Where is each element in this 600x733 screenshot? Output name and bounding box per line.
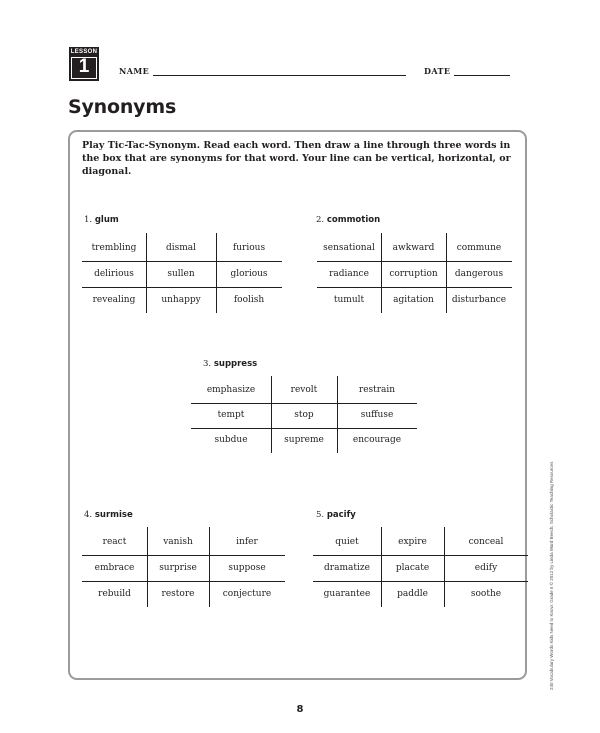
- grid-horizontal-line: [82, 261, 282, 262]
- grid-word[interactable]: tumult: [333, 294, 365, 305]
- grid-word[interactable]: paddle: [397, 588, 428, 599]
- tic-tac-grid: [313, 529, 528, 607]
- puzzle-number: 4.: [84, 510, 93, 520]
- grid-word[interactable]: radiance: [329, 268, 369, 279]
- grid-word[interactable]: commune: [456, 242, 502, 253]
- puzzle-label: [84, 215, 119, 225]
- grid-word[interactable]: trembling: [91, 242, 137, 253]
- copyright-credit: 240 Vocabulary Words Kids Need to Know: Grade 6 © 2012 by Linda Ward Beech, Scholastic Teaching Resources: [549, 461, 554, 690]
- grid-word[interactable]: infer: [236, 536, 258, 547]
- grid-word[interactable]: edify: [474, 562, 498, 573]
- grid-word[interactable]: suppose: [228, 562, 266, 573]
- grid-horizontal-line: [82, 555, 285, 556]
- tic-tac-grid: [191, 378, 417, 453]
- grid-word[interactable]: delirious: [94, 268, 134, 279]
- puzzle-word: commotion: [326, 215, 381, 225]
- puzzle-number: 2.: [316, 215, 325, 225]
- grid-horizontal-line: [191, 428, 417, 429]
- puzzle-word: pacify: [326, 510, 356, 520]
- tic-tac-grid: [82, 235, 282, 313]
- grid-word[interactable]: guarantee: [323, 588, 371, 599]
- grid-word[interactable]: sensational: [323, 242, 375, 253]
- grid-word[interactable]: placate: [395, 562, 430, 573]
- grid-word[interactable]: conceal: [468, 536, 504, 547]
- grid-word[interactable]: conjecture: [222, 588, 272, 599]
- grid-horizontal-line: [82, 581, 285, 582]
- grid-word[interactable]: quiet: [335, 536, 359, 547]
- name-blank-line: [153, 67, 406, 76]
- grid-word[interactable]: surprise: [159, 562, 197, 573]
- puzzle-word: suppress: [213, 359, 258, 369]
- lesson-label: LESSON: [70, 49, 98, 55]
- grid-horizontal-line: [191, 403, 417, 404]
- grid-word[interactable]: restore: [161, 588, 195, 599]
- puzzle-label: [316, 215, 380, 225]
- lesson-badge: [69, 47, 99, 81]
- grid-word[interactable]: encourage: [352, 435, 402, 445]
- grid-word[interactable]: furious: [232, 242, 266, 253]
- name-label: NAME: [119, 66, 150, 76]
- grid-horizontal-line: [317, 287, 512, 288]
- grid-word[interactable]: corruption: [389, 268, 438, 279]
- grid-word[interactable]: dramatize: [324, 562, 370, 573]
- puzzle-word: glum: [94, 215, 119, 225]
- grid-word[interactable]: vanish: [163, 536, 193, 547]
- grid-word[interactable]: suffuse: [360, 410, 394, 420]
- grid-word[interactable]: awkward: [392, 242, 435, 253]
- grid-word[interactable]: revealing: [92, 294, 136, 305]
- puzzle-label: [84, 510, 133, 520]
- grid-word[interactable]: rebuild: [98, 588, 131, 599]
- grid-word[interactable]: expire: [398, 536, 427, 547]
- grid-word[interactable]: supreme: [284, 435, 324, 445]
- tic-tac-grid: [317, 235, 512, 313]
- grid-word[interactable]: unhappy: [161, 294, 201, 305]
- grid-word[interactable]: revolt: [290, 385, 318, 395]
- grid-word[interactable]: emphasize: [206, 385, 256, 395]
- name-field: [119, 66, 406, 76]
- grid-word[interactable]: foolish: [233, 294, 265, 305]
- grid-word[interactable]: soothe: [470, 588, 502, 599]
- grid-word[interactable]: dangerous: [454, 268, 504, 279]
- date-field: [424, 66, 510, 76]
- grid-word[interactable]: tempt: [217, 410, 245, 420]
- page-number: 8: [296, 704, 304, 715]
- grid-word[interactable]: agitation: [393, 294, 434, 305]
- puzzle-number: 1.: [84, 215, 93, 225]
- page-title: Synonyms: [68, 96, 177, 118]
- grid-horizontal-line: [82, 287, 282, 288]
- grid-word[interactable]: stop: [294, 410, 314, 420]
- puzzle-label: [203, 359, 257, 369]
- grid-word[interactable]: glorious: [230, 268, 268, 279]
- grid-word[interactable]: embrace: [94, 562, 135, 573]
- lesson-number-frame: [71, 57, 97, 79]
- tic-tac-grid: [82, 529, 285, 607]
- grid-word[interactable]: react: [102, 536, 127, 547]
- grid-word[interactable]: restrain: [358, 385, 396, 395]
- instructions: Play Tic-Tac-Synonym. Read each word. Then draw a line through three words in the box that are synonyms for that word. Your line can be vertical, horizontal, or diagonal.: [82, 140, 511, 177]
- grid-word[interactable]: subdue: [214, 435, 248, 445]
- lesson-number: 1: [78, 56, 90, 77]
- grid-horizontal-line: [317, 261, 512, 262]
- puzzle-word: surmise: [94, 510, 133, 520]
- date-blank-line: [454, 67, 510, 76]
- grid-horizontal-line: [313, 581, 528, 582]
- grid-word[interactable]: dismal: [165, 242, 197, 253]
- puzzle-label: [316, 510, 356, 520]
- grid-horizontal-line: [313, 555, 528, 556]
- grid-word[interactable]: sullen: [167, 268, 195, 279]
- puzzle-number: 5.: [316, 510, 325, 520]
- date-label: DATE: [424, 66, 451, 76]
- puzzle-number: 3.: [203, 359, 212, 369]
- grid-word[interactable]: disturbance: [451, 294, 507, 305]
